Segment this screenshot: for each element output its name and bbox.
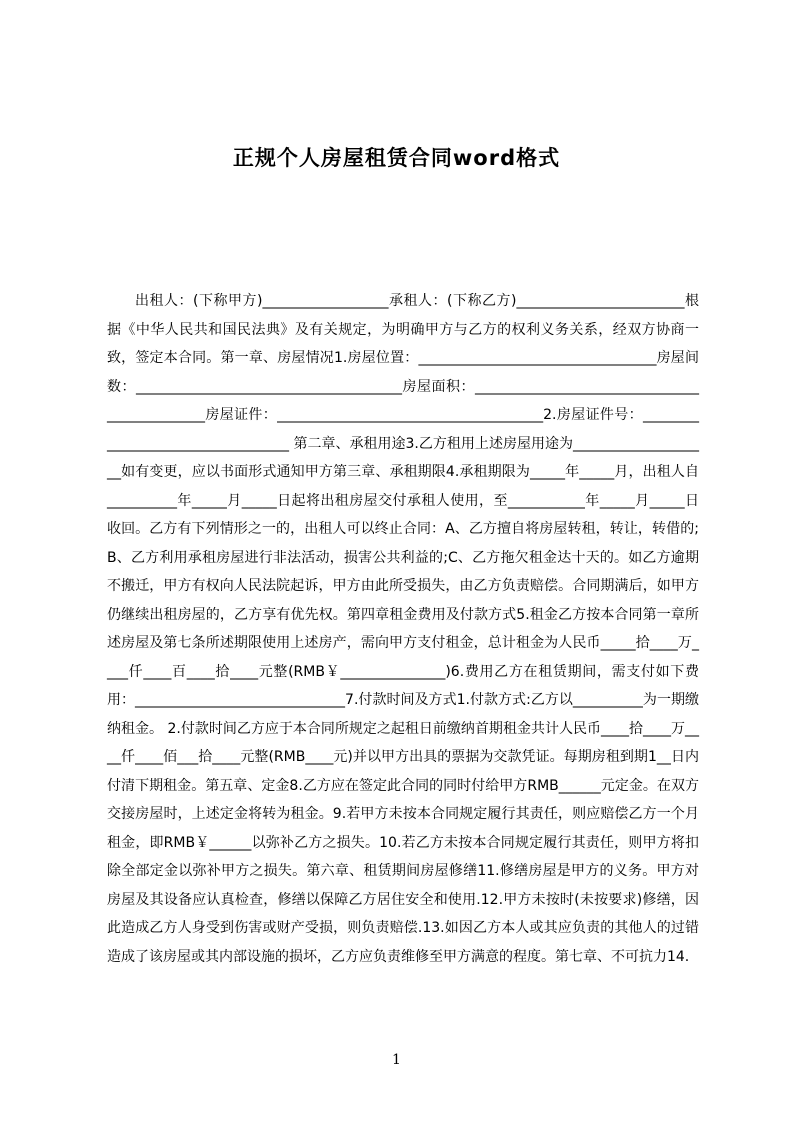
document-title: 正规个人房屋租赁合同word格式 xyxy=(232,146,561,170)
contract-body-text: 出租人：(下称甲方)__________________承租人：(下称乙方)________________________根据《中华人民共和国民法典》及有关规定，为明确甲方与乙方的权利义务关系，经双方协商一致，签定本合同。第一章、房屋情况1.房屋位置：__________________________________房屋间数：______________________________________房屋面积：______________________________________________房屋证件：______________________________________2.房屋证件号：__________________________________ 第二章、承租用途3.乙方租用上述房屋用途为____________________如有变更，应以书面形式通知甲方第三章、承租期限4.承租期限为_____年_____月，出租人自__________年_____月_____日起将出租房屋交付承租人使用，至___________年_____月_____日收回。乙方有下列情形之一的，出租人可以终止合同：A、乙方擅自将房屋转租，转让，转借的;B、乙方利用承租房屋进行非法活动，损害公共利益的;C、乙方拖欠租金达十天的。如乙方逾期不搬迁，甲方有权向人民法院起诉，甲方由此所受损失，由乙方负责赔偿。合同期满后，如甲方仍继续出租房屋的，乙方享有优先权。第四章租金费用及付款方式5.租金乙方按本合同第一章所述房屋及第七条所述期限使用上述房产，需向甲方支付租金，总计租金为人民币_____拾____万____仟____百____拾____元整(RMB￥_______________)6.费用乙方在租赁期间，需支付如下费用：______________________________7.付款时间及方式1.付款方式:乙方以__________为一期缴纳租金。 2.付款时间乙方应于本合同所规定之起租日前缴纳首期租金共计人民币____拾____万____仟____佰___拾____元整(RMB____元)并以甲方出具的票据为交款凭证。每期房租到期1__日内付清下期租金。第五章、定金8.乙方应在签定此合同的同时付给甲方RMB______元定金。在双方交接房屋时，上述定金将转为租金。9.若甲方未按本合同规定履行其责任，则应赔偿乙方一个月租金，即RMB￥______以弥补乙方之损失。10.若乙方未按本合同规定履行其责任，则甲方将扣除全部定金以弥补甲方之损失。第六章、租赁期间房屋修缮11.修缮房屋是甲方的义务。甲方对房屋及其设备应认真检查，修缮以保障乙方居住安全和使用.12.甲方未按时(未按要求)修缮，因此造成乙方人身受到伤害或财产受损，则负责赔偿.13.如因乙方本人或其应负责的其他人的过错造成了该房屋或其内部设施的损坏，乙方应负责维修至甲方满意的程度。第七章、不可抗力14. xyxy=(107,293,699,965)
page-number: 1 xyxy=(392,1052,401,1068)
